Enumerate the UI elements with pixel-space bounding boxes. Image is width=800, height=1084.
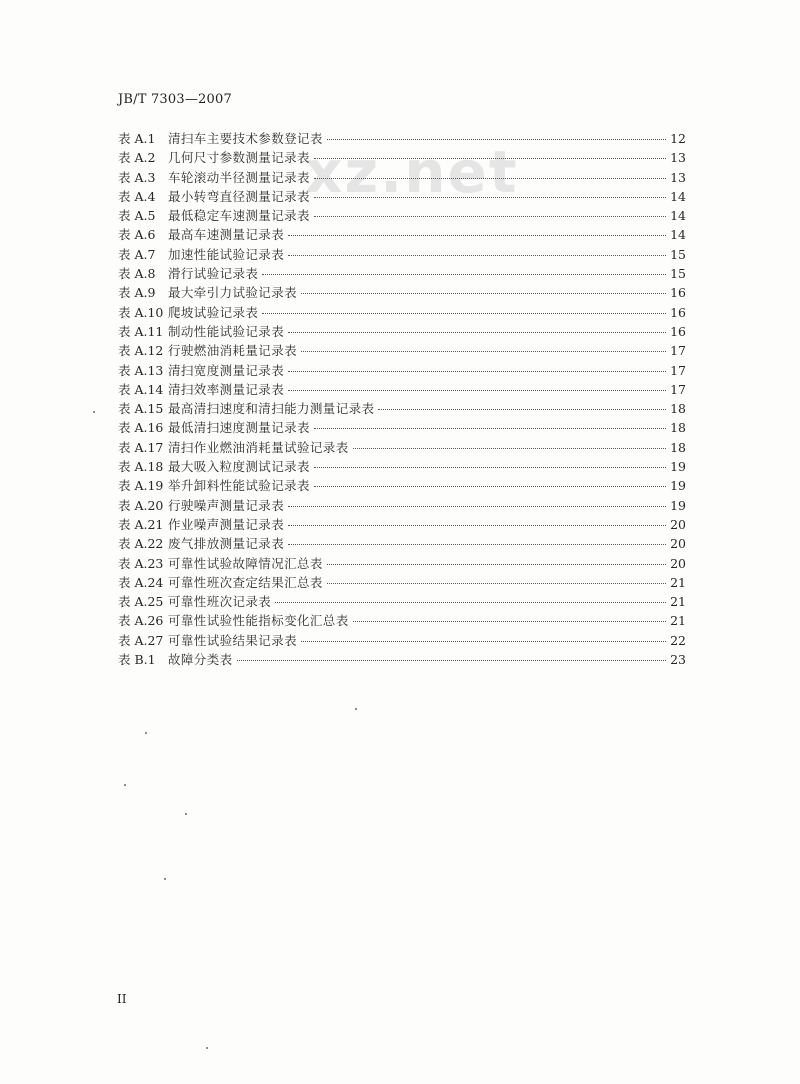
toc-entry-page: 17: [670, 381, 686, 397]
toc-entry-title: 爬坡试验记录表: [168, 304, 259, 320]
toc-entry-page: 21: [670, 574, 686, 590]
page-number: II: [117, 992, 127, 1006]
toc-entry-title: 行驶燃油消耗量记录表: [168, 343, 298, 359]
toc-dot-leader: [314, 216, 666, 217]
toc-entry-number: 表 A.14: [118, 381, 164, 397]
toc-entry-title: 废气排放测量记录表: [168, 536, 285, 552]
toc-entry-title: 作业噪声测量记录表: [168, 516, 285, 532]
toc-entry-page: 15: [670, 266, 686, 282]
toc-entry-title: 最大吸入粒度测试记录表: [168, 459, 310, 475]
toc-entry-page: 16: [670, 285, 686, 301]
toc-entry: [118, 457, 686, 476]
toc-entry-number: 表 A.20: [118, 497, 164, 513]
toc-entry-page: 23: [670, 652, 686, 668]
toc-entry-number: 表 A.25: [118, 594, 164, 610]
toc-entry-title: 举升卸料性能试验记录表: [168, 478, 310, 494]
toc-dot-leader: [288, 390, 666, 391]
toc-entry-page: 18: [670, 439, 686, 455]
toc-entry-title: 可靠性试验性能指标变化汇总表: [168, 613, 349, 629]
toc-entry: [118, 534, 686, 553]
toc-entry-title: 最大牵引力试验记录表: [168, 285, 298, 301]
toc-entry-number: 表 A.4: [118, 188, 156, 204]
toc-entry: [118, 341, 686, 360]
toc-entry-title: 最高车速测量记录表: [168, 227, 285, 243]
toc-entry-page: 19: [670, 478, 686, 494]
toc-entry-title: 车轮滚动半径测量记录表: [168, 169, 310, 185]
toc-entry-page: 19: [670, 497, 686, 513]
toc-entry: [118, 631, 686, 650]
toc-dot-leader: [378, 409, 666, 410]
toc-entry-page: 20: [670, 536, 686, 552]
toc-entry-number: 表 A.10: [118, 304, 164, 320]
toc-entry-title: 可靠性试验故障情况汇总表: [168, 555, 323, 571]
toc-entry: [118, 399, 686, 418]
table-of-contents: [118, 129, 686, 669]
scan-speck: [164, 878, 166, 880]
toc-dot-leader: [288, 371, 666, 372]
toc-entry-page: 13: [670, 150, 686, 166]
toc-entry-number: 表 A.16: [118, 420, 164, 436]
toc-entry: [118, 225, 686, 244]
toc-entry: [118, 496, 686, 515]
toc-entry-page: 18: [670, 401, 686, 417]
toc-dot-leader: [301, 641, 666, 642]
scan-speck: [124, 784, 126, 786]
toc-entry-title: 可靠性试验结果记录表: [168, 632, 298, 648]
toc-entry-number: 表 A.17: [118, 439, 164, 455]
toc-entry-number: 表 A.18: [118, 459, 164, 475]
toc-dot-leader: [314, 467, 666, 468]
toc-entry: [118, 418, 686, 437]
toc-dot-leader: [237, 660, 666, 661]
toc-entry-number: 表 A.2: [118, 150, 156, 166]
scan-speck: [93, 411, 95, 413]
toc-entry-title: 最高清扫速度和清扫能力测量记录表: [168, 401, 375, 417]
toc-entry: [118, 592, 686, 611]
toc-entry-title: 可靠性班次查定结果汇总表: [168, 574, 323, 590]
toc-entry-number: 表 A.8: [118, 266, 156, 282]
toc-entry-page: 14: [670, 208, 686, 224]
toc-entry: [118, 264, 686, 283]
toc-dot-leader: [314, 486, 666, 487]
toc-entry: [118, 476, 686, 495]
toc-entry: [118, 650, 686, 669]
toc-entry-page: 21: [670, 594, 686, 610]
toc-dot-leader: [301, 293, 666, 294]
scan-speck: [206, 1047, 208, 1049]
toc-entry: [118, 187, 686, 206]
toc-entry-number: 表 A.3: [118, 169, 156, 185]
toc-entry-page: 13: [670, 169, 686, 185]
toc-entry-page: 12: [670, 131, 686, 146]
toc-entry: [118, 283, 686, 302]
toc-entry-page: 19: [670, 459, 686, 475]
toc-entry-page: 16: [670, 304, 686, 320]
toc-entry-number: 表 A.19: [118, 478, 164, 494]
watermark: xz.net: [305, 138, 519, 206]
toc-dot-leader: [353, 621, 666, 622]
toc-dot-leader: [327, 139, 666, 140]
toc-entry-page: 20: [670, 555, 686, 571]
toc-entry-title: 制动性能试验记录表: [168, 323, 285, 339]
toc-entry-title: 加速性能试验记录表: [168, 246, 285, 262]
toc-entry-page: 15: [670, 246, 686, 262]
toc-entry-title: 最小转弯直径测量记录表: [168, 188, 310, 204]
toc-entry-page: 17: [670, 343, 686, 359]
toc-entry-page: 21: [670, 613, 686, 629]
toc-entry-number: 表 A.7: [118, 246, 156, 262]
toc-entry: [118, 322, 686, 341]
scan-speck: [185, 813, 187, 815]
toc-entry-number: 表 A.15: [118, 401, 164, 417]
toc-entry: [118, 554, 686, 573]
toc-entry-number: 表 A.26: [118, 613, 164, 629]
toc-entry-title: 几何尺寸参数测量记录表: [168, 150, 310, 166]
toc-entry-page: 14: [670, 188, 686, 204]
toc-entry-title: 滑行试验记录表: [168, 266, 259, 282]
toc-entry-page: 20: [670, 516, 686, 532]
toc-entry-title: 故障分类表: [168, 652, 233, 668]
toc-entry-number: 表 A.6: [118, 227, 156, 243]
toc-dot-leader: [314, 428, 666, 429]
toc-entry-title: 清扫效率测量记录表: [168, 381, 285, 397]
toc-entry-number: 表 A.13: [118, 362, 164, 378]
toc-entry: [118, 245, 686, 264]
toc-dot-leader: [288, 235, 666, 236]
toc-entry: [118, 303, 686, 322]
toc-entry-title: 清扫车主要技术参数登记表: [168, 131, 323, 146]
toc-entry-title: 可靠性班次记录表: [168, 594, 272, 610]
toc-entry-number: 表 A.24: [118, 574, 164, 590]
toc-dot-leader: [288, 255, 666, 256]
toc-dot-leader: [353, 448, 666, 449]
toc-entry-number: 表 A.22: [118, 536, 164, 552]
toc-entry: [118, 361, 686, 380]
toc-entry: [118, 168, 686, 187]
toc-entry: [118, 380, 686, 399]
toc-dot-leader: [327, 583, 666, 584]
toc-entry-number: 表 A.12: [118, 343, 164, 359]
toc-entry: [118, 515, 686, 534]
toc-dot-leader: [288, 332, 666, 333]
toc-entry-number: 表 A.21: [118, 516, 164, 532]
toc-entry-page: 22: [670, 632, 686, 648]
toc-entry-number: 表 A.27: [118, 632, 164, 648]
toc-dot-leader: [327, 564, 666, 565]
toc-entry-page: 14: [670, 227, 686, 243]
toc-entry: [118, 129, 686, 148]
toc-entry-number: 表 A.23: [118, 555, 164, 571]
toc-dot-leader: [314, 197, 666, 198]
toc-entry-title: 最低稳定车速测量记录表: [168, 208, 310, 224]
toc-dot-leader: [288, 506, 666, 507]
toc-entry-title: 清扫宽度测量记录表: [168, 362, 285, 378]
toc-dot-leader: [262, 274, 666, 275]
toc-entry-page: 18: [670, 420, 686, 436]
scan-speck: [145, 732, 147, 734]
toc-entry-page: 17: [670, 362, 686, 378]
scan-speck: [355, 708, 357, 710]
toc-entry: [118, 573, 686, 592]
toc-entry-title: 最低清扫速度测量记录表: [168, 420, 310, 436]
toc-entry-number: 表 A.5: [118, 208, 156, 224]
toc-entry-number: 表 A.9: [118, 285, 156, 301]
toc-dot-leader: [314, 178, 666, 179]
toc-entry-number: 表 A.11: [118, 323, 164, 339]
toc-dot-leader: [314, 158, 666, 159]
toc-entry: [118, 206, 686, 225]
toc-entry-number: 表 B.1: [118, 652, 156, 668]
toc-entry: [118, 148, 686, 167]
toc-entry: [118, 438, 686, 457]
toc-entry-title: 行驶噪声测量记录表: [168, 497, 285, 513]
toc-entry-page: 16: [670, 323, 686, 339]
toc-dot-leader: [262, 313, 666, 314]
toc-dot-leader: [301, 351, 666, 352]
toc-entry-title: 清扫作业燃油消耗量试验记录表: [168, 439, 349, 455]
standard-code-header: JB/T 7303—2007: [118, 92, 232, 107]
toc-dot-leader: [288, 525, 666, 526]
toc-dot-leader: [275, 602, 666, 603]
toc-entry: [118, 611, 686, 630]
toc-entry-number: 表 A.1: [118, 131, 156, 146]
toc-dot-leader: [288, 544, 666, 545]
